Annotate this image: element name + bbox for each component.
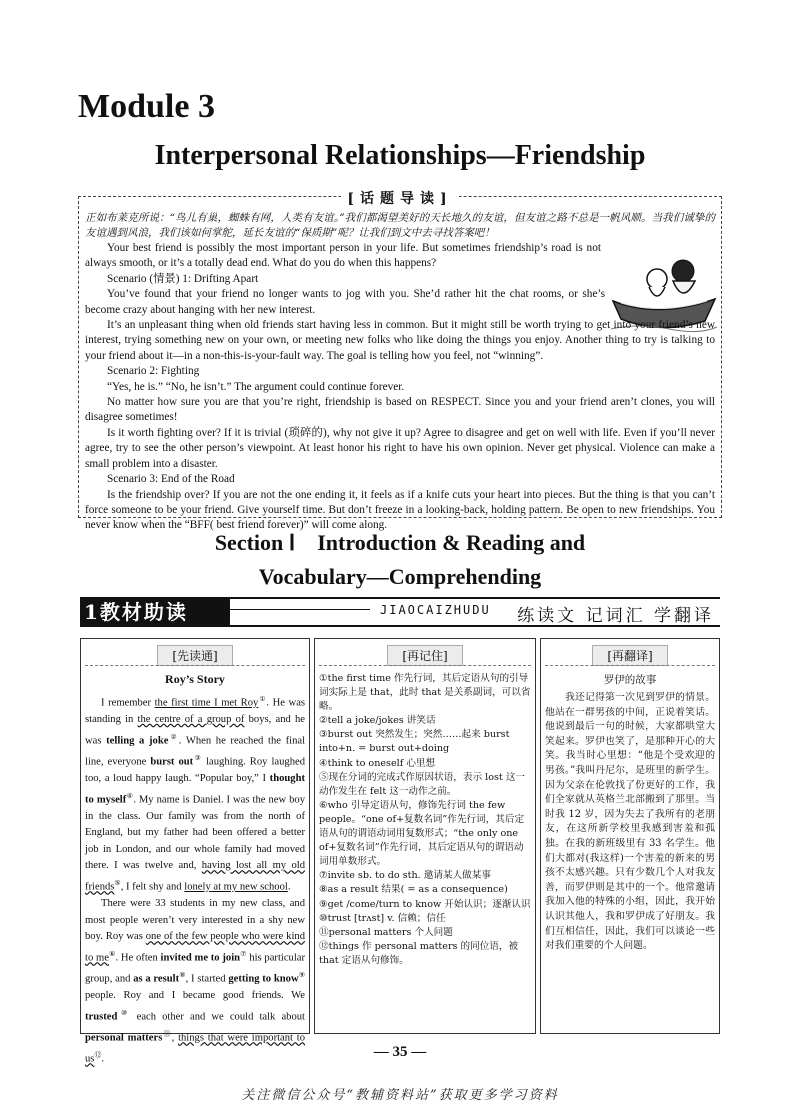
guide-paragraph: You’ve found that your friend no longer wants to jog with you. She’d rather hit the chat rooms, or she’s become crazy about hanging with her new interest. [85, 288, 605, 316]
banner-tag: 1教材助读 [80, 599, 230, 625]
translation-title: 罗伊的故事 [603, 674, 657, 686]
guide-paragraph: Is it worth fighting over? If it is trivial (琐碎的), why not give it up? Agree to disagree and get on well with life. Even if you’ll never agree, try to see the other person’s viewpoint. At least honor his right to have his own opinion. Never get physical. Violence can make a small problem into a disaster. [85, 426, 715, 470]
reading-column [80, 638, 310, 1065]
guide-paragraph: “Yes, he is.” “No, he isn’t.” The argument could continue forever. [107, 380, 405, 393]
story-title: Roy’s Story [165, 672, 225, 686]
banner-slogan: 练读文 记词汇 学翻译 [517, 606, 714, 626]
topic-guide-title: [话题导读] [341, 191, 458, 207]
note-item: ⑫things 作 personal matters 的同位语，被 that 定语从句修饰。 [319, 940, 519, 966]
module-subtitle: Interpersonal Relationships—Friendship [154, 140, 646, 171]
note-item: ③burst out 突然发生；突然……起来 burst into+n. = burst out+doing [319, 729, 510, 755]
note-item: ④think to oneself 心里想 [319, 757, 436, 769]
read-tab: [先读通] [157, 645, 232, 666]
note-item: ⑤现在分词的完成式作原因状语，表示 lost 这一动作发生在 felt 这一动作之前。 [319, 771, 526, 797]
guide-paragraph: Your best friend is possibly the most important person in your life. But sometimes friendship’s road is not always smooth, or it’s a totally dead end. What do you do when this happens? [85, 242, 601, 270]
module-title: Module 3 [78, 88, 215, 125]
note-item: ⑦invite sb. to do sth. 邀请某人做某事 [319, 870, 491, 882]
guide-intro: 正如布莱克所说：“鸟儿有巢，蜘蛛有网，人类有友谊。”我们都渴望美好的天长地久的友谊，但友谊之路不总是一帆风顺。当我们诚挚的友谊遇到风浪，我们该如何掌舵，延长友谊的“保质期”呢？让我们到文中去寻找答案吧！ [85, 212, 715, 239]
translate-tab: [再翻译] [592, 645, 667, 666]
translation-text: 我还记得第一次见到罗伊的情景。他站在一群男孩的中间，正说着笑话。他说到最后一句的时候，大家都哄堂大笑起来。罗伊也笑了，是那种开心的大笑。我当时心里想：“他是个受欢迎的男孩。”我叫丹尼尔，是班里的新学生。因为父亲在伦敦找了份更好的工作，我们全家就从英格兰北部搬到了那里。当时我 12 岁，因为失去了我所有的老朋友，在这所新学校里我感到害羞和孤独。在我的新班级里有 33 名学生。他们大都对(我这样)一个害羞的新来的男孩不太感兴趣。只有少数几个人对我友善，而罗伊则是其中的一个。他常邀请我加入他的特殊的小组，因此，我开始认识其他人，我和罗伊成了好朋友。我们互相信任，因此，我们可以谈论一些对我们重要的个人问题。 [545, 692, 715, 952]
note-item: ①the first time 作先行词，其后定语从句的引导词实际上是 that，此时 that 是关系副词，可以省略。 [319, 673, 531, 713]
note-item: ⑧as a result 结果( = as a consequence) [319, 884, 508, 896]
note-item: ②tell a joke/jokes 讲笑话 [319, 715, 436, 727]
guide-paragraph: It’s an unpleasant thing when old friends start having less in common. But it might still be worth trying to get into your friend’s new interest, trying something new on your own, or meeting new folks who like doing the things you enjoy. Another thing to try is talking to your friend about it—in a non-this-is-your-fault way. The goal is telling how you feel, not “winning”. [85, 319, 715, 362]
notes-column [314, 638, 536, 1034]
guide-paragraph: No matter how sure you are that you’re right, friendship is based on RESPECT. Since you and your friend aren’t clones, you will disagree sometimes! [85, 396, 715, 424]
section-title [0, 526, 800, 594]
topic-guide-box [78, 191, 722, 532]
page-number: — 35 — [373, 1044, 427, 1060]
section-title-line: Section Ⅰ Introduction & Reading and [214, 530, 586, 555]
story-text: I remember the first time I met Roy①. He was standing in the centre of a group of boys, and he was telling a joke②. When he reached the final line, everyone burst out③ laughing. Roy laughed too, a loud happy laugh. “Popular boy,” I thought to myself④. My name is Daniel. I was the new boy in the class. Our family was from the north of England, but my father had been offered a better job in London, and our whole family had moved there. I was twelve and, having lost all my old friends⑤, I felt shy and lonely at my new school. There were 33 students in my new class, and most people weren’t very interested in a shy new boy. Roy was one of the few people who were kind to me⑥. He often invited me to join⑦ his particular group, and as a result⑧, I started getting to know⑨ people. Roy and I became good friends. We trusted⑩ each other and we could talk about personal matters⑪, things that were important to us⑫. [85, 695, 306, 1065]
scenario-heading: Scenario (情景) 1: Drifting Apart [107, 272, 259, 285]
note-item: ⑩trust [trʌst] v. 信赖；信任 [319, 912, 446, 924]
textbook-guide-banner [80, 597, 720, 627]
note-item: ⑥who 引导定语从句，修饰先行词 the few people。“one of+复数名词”作先行词，其后定语从句的谓语动词用复数形式；“the only one of+复数名词”作先行词，其后定语从句的谓语动词用单数形式。 [319, 799, 525, 868]
note-item: ⑪personal matters 个人问题 [319, 926, 453, 938]
banner-pinyin: JIAOCAIZHUDU [380, 603, 491, 617]
translation-column [540, 638, 720, 1034]
notes-tab: [再记住] [387, 645, 462, 666]
scenario-heading: Scenario 3: End of the Road [107, 473, 235, 486]
footer-watermark: 关注微信公众号“教辅资料站”获取更多学习资料 [241, 1088, 559, 1103]
section-title-line: Vocabulary—Comprehending [258, 564, 542, 589]
note-item: ⑨get /come/turn to know 开始认识；逐渐认识 [319, 898, 531, 910]
scenario-heading: Scenario 2: Fighting [107, 365, 200, 378]
guide-paragraph: Is the friendship over? If you are not the one ending it, it feels as if a knife cuts your heart into pieces. But the thing is that you can’t force someone to be your friend. Give yourself time. But don’t freeze in a looking-back, holding pattern. Be open to new friendships. You never know when the “BFF( best friend forever)” will come along. [85, 488, 715, 532]
